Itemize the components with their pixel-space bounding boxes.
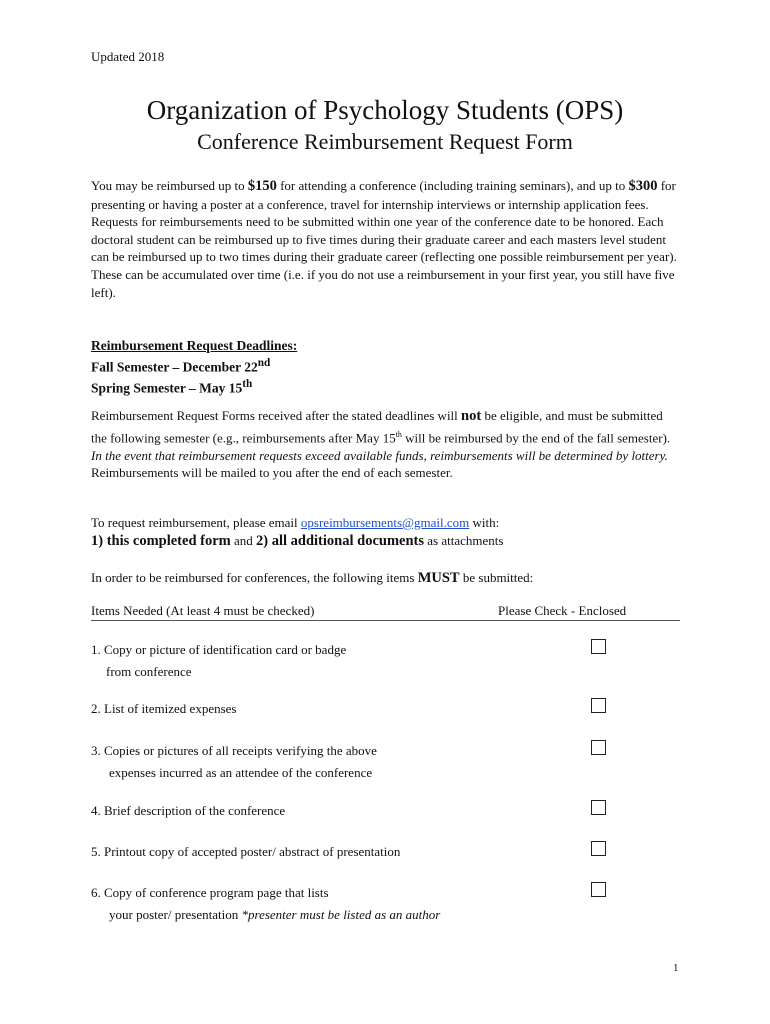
items-intro-text: In order to be reimbursed for conferences, the following items <box>91 570 418 585</box>
request-text: and <box>230 532 257 548</box>
items-intro-text: be submitted: <box>459 570 534 585</box>
intro-paragraph <box>91 177 681 301</box>
item-text-continued: expenses incurred as an attendee of the conference <box>109 765 373 780</box>
deadlines-heading: Reimbursement Request Deadlines: <box>91 338 298 353</box>
list-item <box>91 740 561 784</box>
page-number: 1 <box>673 962 679 974</box>
item-text: 4. Brief description of the conference <box>91 803 286 818</box>
item-text: 6. Copy of conference program page that lists <box>91 885 329 900</box>
late-policy-text: Reimbursements will be mailed to you after the end of each semester. <box>91 465 453 481</box>
must-emphasis: MUST <box>417 570 460 586</box>
intro-text: You may be reimbursed up to <box>91 178 248 193</box>
lottery-note: In the event that reimbursement requests exceed available funds, reimbursements will be determined by lottery. <box>91 447 668 463</box>
items-needed-header: Items Needed (At least 4 must be checked) <box>91 603 315 618</box>
item-text: 3. Copies or pictures of all receipts verifying the above <box>91 743 377 758</box>
late-policy-text: will be reimbursed by the end of the fall semester). <box>401 429 671 445</box>
form-title: Organization of Psychology Students (OPS) <box>146 95 624 125</box>
updated-label: Updated 2018 <box>91 49 165 64</box>
intro-text: for presenting or having a poster at a conference, travel for internship interviews or internship application fees. Requests for reimbursements need to be submitted within one year of the conference date to be honored. Each doctoral student can be reimbursed up to five times during their graduate career and each masters level student can be reimbursed up to two times during their graduate career (reflecting one possible reimbursement per year). These can be accumulated over time (i.e. if you do not use a reimbursement in your first year, you still have five left). <box>91 178 677 300</box>
request-line-1 <box>91 514 681 532</box>
item-text: 2. List of itemized expenses <box>91 701 237 716</box>
request-text: as attachments <box>424 532 504 548</box>
form-subtitle: Conference Reimbursement Request Form <box>197 129 573 154</box>
item-text: 1. Copy or picture of identification card or badge <box>91 642 347 657</box>
item-text-continued: from conference <box>106 664 192 679</box>
list-item <box>91 841 561 863</box>
item-5-checkbox[interactable] <box>591 841 606 856</box>
late-policy-suffix: th <box>395 429 402 439</box>
item-3-checkbox[interactable] <box>591 740 606 755</box>
item-1-checkbox[interactable] <box>591 639 606 654</box>
additional-documents-requirement: 2) all additional documents <box>256 532 424 549</box>
list-item <box>91 698 561 720</box>
not-emphasis: not <box>461 408 482 424</box>
items-table-header <box>91 603 680 621</box>
spring-deadline-text: Spring Semester – May 15 <box>91 380 243 396</box>
item-text: 5. Printout copy of accepted poster/ abstract of presentation <box>91 844 401 859</box>
late-policy-text: be eligible, and must be submitted the following semester (e.g., reimbursements after May 15 <box>91 408 663 445</box>
late-policy-text: Reimbursement Request Forms received after the stated deadlines will <box>91 408 462 423</box>
item-4-checkbox[interactable] <box>591 800 606 815</box>
completed-form-requirement: 1) this completed form <box>91 532 231 549</box>
fall-deadline-text: Fall Semester – December 22 <box>91 359 258 375</box>
spring-deadline <box>91 376 681 397</box>
email-link[interactable]: opsreimbursements@gmail.com <box>300 515 470 530</box>
please-check-header: Please Check - Enclosed <box>498 603 627 618</box>
presenter-note: *presenter must be listed as an author <box>241 907 441 922</box>
request-line-2 <box>91 532 681 551</box>
list-item <box>91 800 561 822</box>
intro-text: for attending a conference (including training seminars), and up to <box>276 178 629 193</box>
amount-150: $150 <box>247 178 277 194</box>
item-text-plain: your poster/ presentation <box>109 907 242 922</box>
late-policy-paragraph <box>91 407 681 482</box>
request-text: with: <box>469 515 500 530</box>
item-text-continued <box>91 904 561 926</box>
fall-deadline-suffix: nd <box>257 356 271 369</box>
list-item <box>91 639 561 683</box>
fall-deadline <box>91 355 681 376</box>
deadlines-section <box>91 337 681 397</box>
request-text: To request reimbursement, please email <box>91 515 301 530</box>
items-intro <box>91 569 681 588</box>
item-6-checkbox[interactable] <box>591 882 606 897</box>
request-instructions <box>91 514 681 550</box>
amount-300: $300 <box>628 178 658 194</box>
list-item <box>91 882 561 926</box>
item-2-checkbox[interactable] <box>591 698 606 713</box>
spring-deadline-suffix: th <box>242 377 253 390</box>
